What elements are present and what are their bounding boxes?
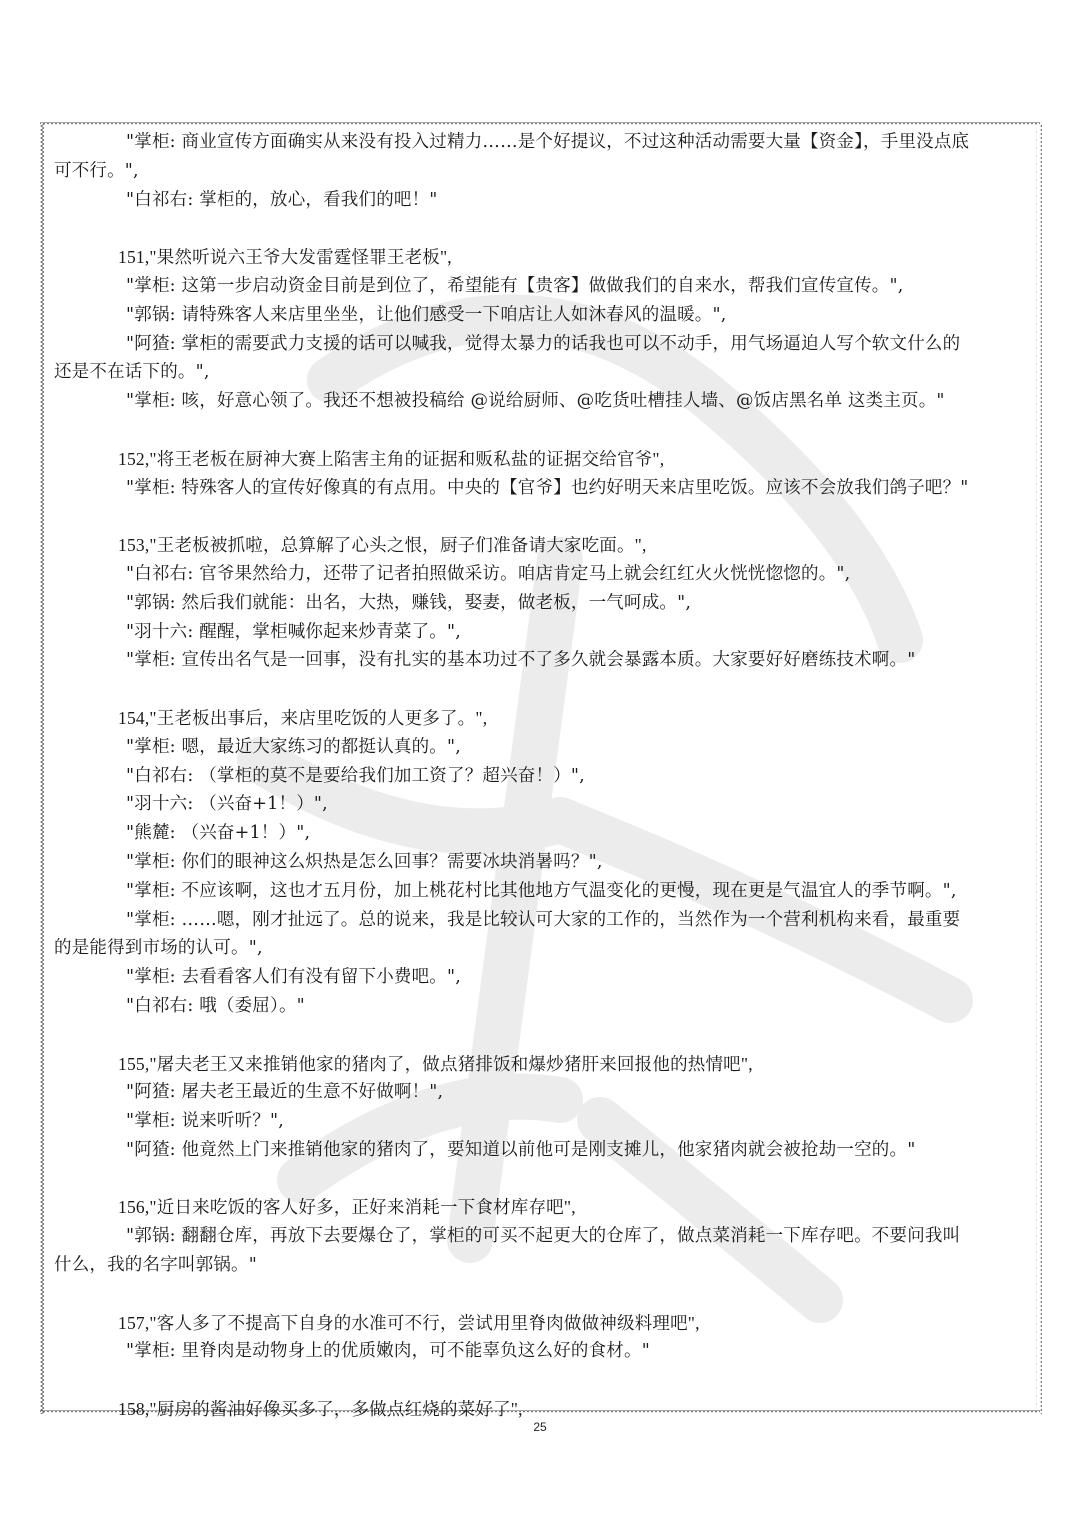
dialogue-line: "熊麓: （兴奋+1！）", [126, 823, 311, 844]
dialogue-line: "掌柜: 咳，好意心领了。我还不想被投稿给 @说给厨师、@吃货吐槽挂人墙、@饭店黑名单 这类主页。" [126, 391, 945, 412]
dialogue-line: "掌柜: 商业宣传方面确实从来没有投入过精力……是个好提议，不过这种活动需要大量【资金】，手里没点底 [126, 132, 970, 152]
dialogue-line: "白祁右: 官爷果然给力，还带了记者拍照做采访。咱店肯定马上就会红红火火恍恍惚惚的。", [126, 563, 851, 584]
dialogue-line: "掌柜: 宣传出名气是一回事，没有扎实的基本功过不了多久就会暴露本质。大家要好好磨练技术啊。" [126, 650, 916, 671]
dialogue-line: "掌柜: 去看看客人们有没有留下小费吧。", [126, 967, 462, 988]
dialogue-line: "掌柜: 你们的眼神这么炽热是怎么回事？需要冰块消暑吗？", [126, 851, 603, 872]
dialogue-line: "郭锅: 翻翻仓库，再放下去要爆仓了，掌柜的可买不起更大的仓库了，做点菜消耗一下库存吧。不要问我叫 [126, 1226, 961, 1247]
dialogue-line: "郭锅: 请特殊客人来店里坐坐，让他们感受一下咱店让人如沐春风的温暖。", [126, 304, 727, 325]
entry-heading: 153,"王老板被抓啦，总算解了心头之恨，厨子们准备请大家吃面。", [118, 535, 647, 556]
dialogue-line: "掌柜: 这第一步启动资金目前是到位了，希望能有【贵客】做做我们的自来水，帮我们宣传宣传。", [126, 275, 904, 296]
dialogue-line: "白祁右: （掌柜的莫不是要给我们加工资了？超兴奋！）", [126, 765, 585, 786]
dialogue-line: 可不行。", [54, 160, 139, 181]
dialogue-line: "掌柜: 说来听听？", [126, 1111, 285, 1132]
page-number: 25 [533, 1420, 547, 1434]
dialogue-line: "掌柜: 嗯，最近大家练习的都挺认真的。", [126, 736, 462, 757]
dialogue-line: "阿猹: 屠夫老王最近的生意不好做啊！", [126, 1082, 444, 1103]
dialogue-line: 还是不在话下的。", [54, 362, 210, 383]
dialogue-line: "掌柜: 不应该啊，这也才五月份，加上桃花村比其他地方气温变化的更慢，现在更是气温宜人的季节啊。", [126, 880, 957, 901]
dialogue-line: "掌柜: ……嗯，刚才扯远了。总的说来，我是比较认可大家的工作的，当然作为一个营利机构来看，最重要 [126, 909, 961, 930]
entry-heading: 154,"王老板出事后，来店里吃饭的人更多了。", [118, 707, 488, 728]
entry-heading: 156,"近日来吃饭的客人好多，正好来消耗一下食材库存吧", [118, 1197, 576, 1218]
entry-heading: 155,"屠夫老王又来推销他家的猪肉了，做点猪排饭和爆炒猪肝来回报他的热情吧", [118, 1053, 753, 1074]
entry-heading: 151,"果然听说六王爷大发雷霆怪罪王老板", [118, 247, 452, 268]
dialogue-line: "白祁右: 掌柜的，放心，看我们的吧！" [126, 189, 438, 210]
dialogue-line: "阿猹: 掌柜的需要武力支援的话可以喊我，觉得太暴力的话我也可以不动手，用气场逼迫人写个软文什么的 [126, 333, 961, 354]
dialogue-line: "羽十六: 醒醒，掌柜喊你起来炒青菜了。", [126, 621, 462, 642]
dialogue-line: "掌柜: 里脊肉是动物身上的优质嫩肉，可不能辜负这么好的食材。" [126, 1341, 650, 1362]
dialogue-line: "白祁右: 哦（委屈）。" [126, 995, 305, 1016]
dialogue-line: "羽十六: （兴奋+1！）", [126, 794, 328, 815]
dialogue-line: 的是能得到市场的认可。", [54, 938, 263, 959]
dialogue-line: 什么，我的名字叫郭锅。" [54, 1255, 257, 1276]
dialogue-line: "掌柜: 特殊客人的宣传好像真的有点用。中央的【官爷】也约好明天来店里吃饭。应该不会放我们鸽子吧？" [126, 477, 969, 498]
entry-heading: 158,"厨房的酱油好像买多了，多做点红烧的菜好了", [118, 1399, 523, 1420]
dialogue-line: "阿猹: 他竟然上门来推销他家的猪肉了，要知道以前他可是刚支摊儿，他家猪肉就会被抢劫一空的。" [126, 1139, 916, 1160]
dialogue-line: "郭锅: 然后我们就能：出名，大热，赚钱，娶妻，做老板，一气呵成。", [126, 592, 692, 613]
document-body [54, 128, 1030, 1424]
entry-heading: 157,"客人多了不提高下自身的水准可不行，尝试用里脊肉做做神级料理吧", [118, 1312, 700, 1333]
entry-heading: 152,"将王老板在厨神大赛上陷害主角的证据和贩私盐的证据交给官爷", [118, 448, 665, 469]
